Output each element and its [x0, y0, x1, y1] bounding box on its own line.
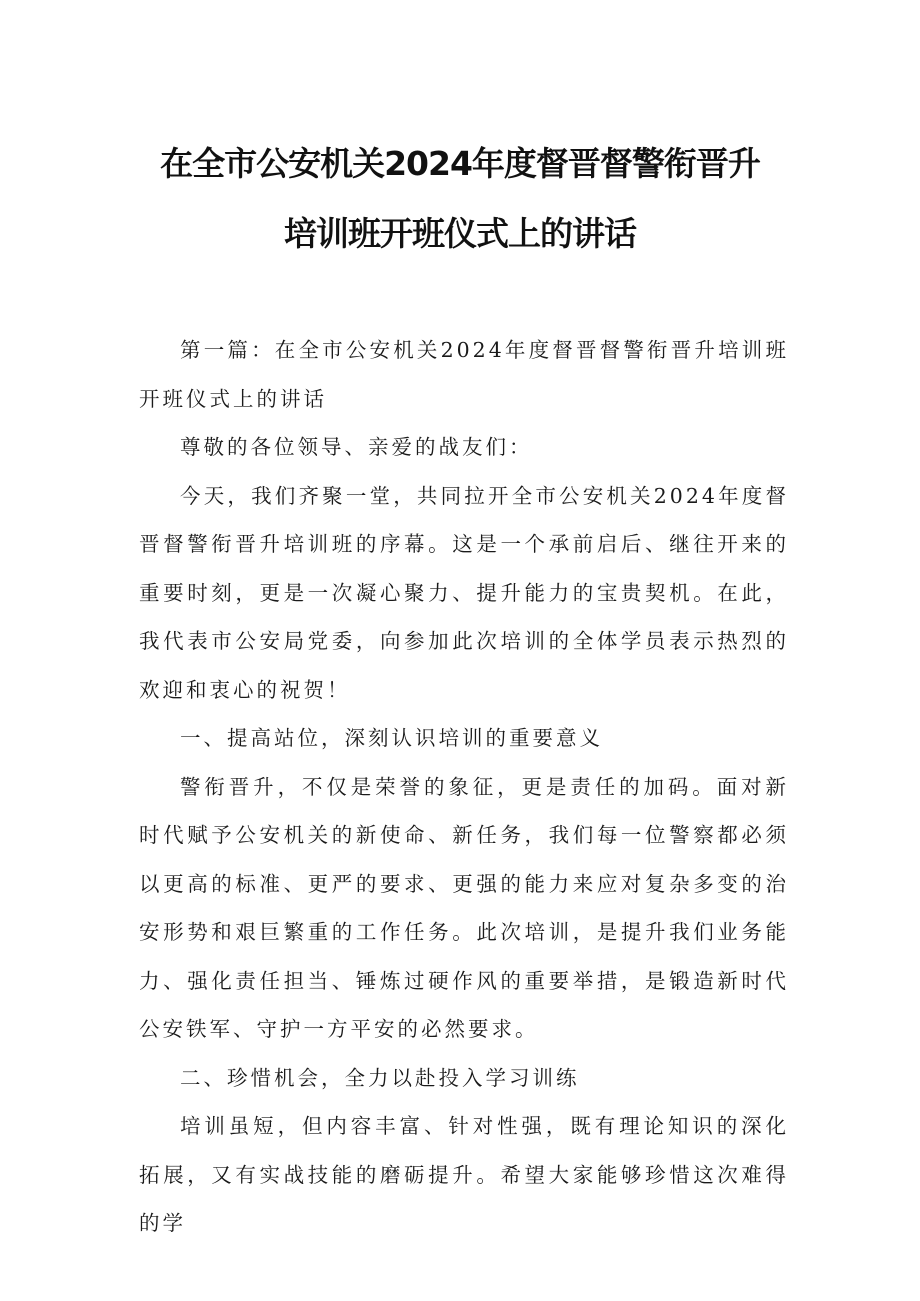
title-line-1: 在全市公安机关2024年度督晋督警衔晋升 — [160, 144, 760, 183]
section-heading-2: 二、珍惜机会，全力以赴投入学习训练 — [180, 1065, 580, 1090]
paragraph-section-1: 警衔晋升，不仅是荣誉的象征，更是责任的加码。面对新时代赋予公安机关的新使命、新任务，我们每一位警察都必须以更高的标准、更严的要求、更强的能力来应对复杂多变的治安形势和艰巨繁重的工作任务。此次培训，是提升我们业务能力、强化责任担当、锤炼过硬作风的重要举措，是锻造新时代公安铁军、守护一方平安的必然要求。 — [139, 774, 789, 1041]
paragraph-heading-first-part: 第一篇：在全市公安机关2024年度督晋督警衔晋升培训班开班仪式上的讲话 — [139, 338, 789, 411]
paragraph-opening: 今天，我们齐聚一堂，共同拉开全市公安机关2024年度督晋督警衔晋升培训班的序幕。这是一个承前启后、继往开来的重要时刻，更是一次凝心聚力、提升能力的宝贵契机。在此，我代表市公安局党委，向参加此次培训的全体学员表示热烈的欢迎和衷心的祝贺！ — [139, 483, 789, 702]
paragraph-salutation: 尊敬的各位领导、亲爱的战友们： — [180, 435, 533, 459]
paragraph-section-2: 培训虽短，但内容丰富、针对性强，既有理论知识的深化拓展，又有实战技能的磨砺提升。希望大家能够珍惜这次难得的学 — [139, 1114, 789, 1235]
title-line-2: 培训班开班仪式上的讲话 — [284, 214, 636, 253]
section-heading-1: 一、提高站位，深刻认识培训的重要意义 — [180, 726, 603, 750]
document-body — [139, 326, 789, 1248]
